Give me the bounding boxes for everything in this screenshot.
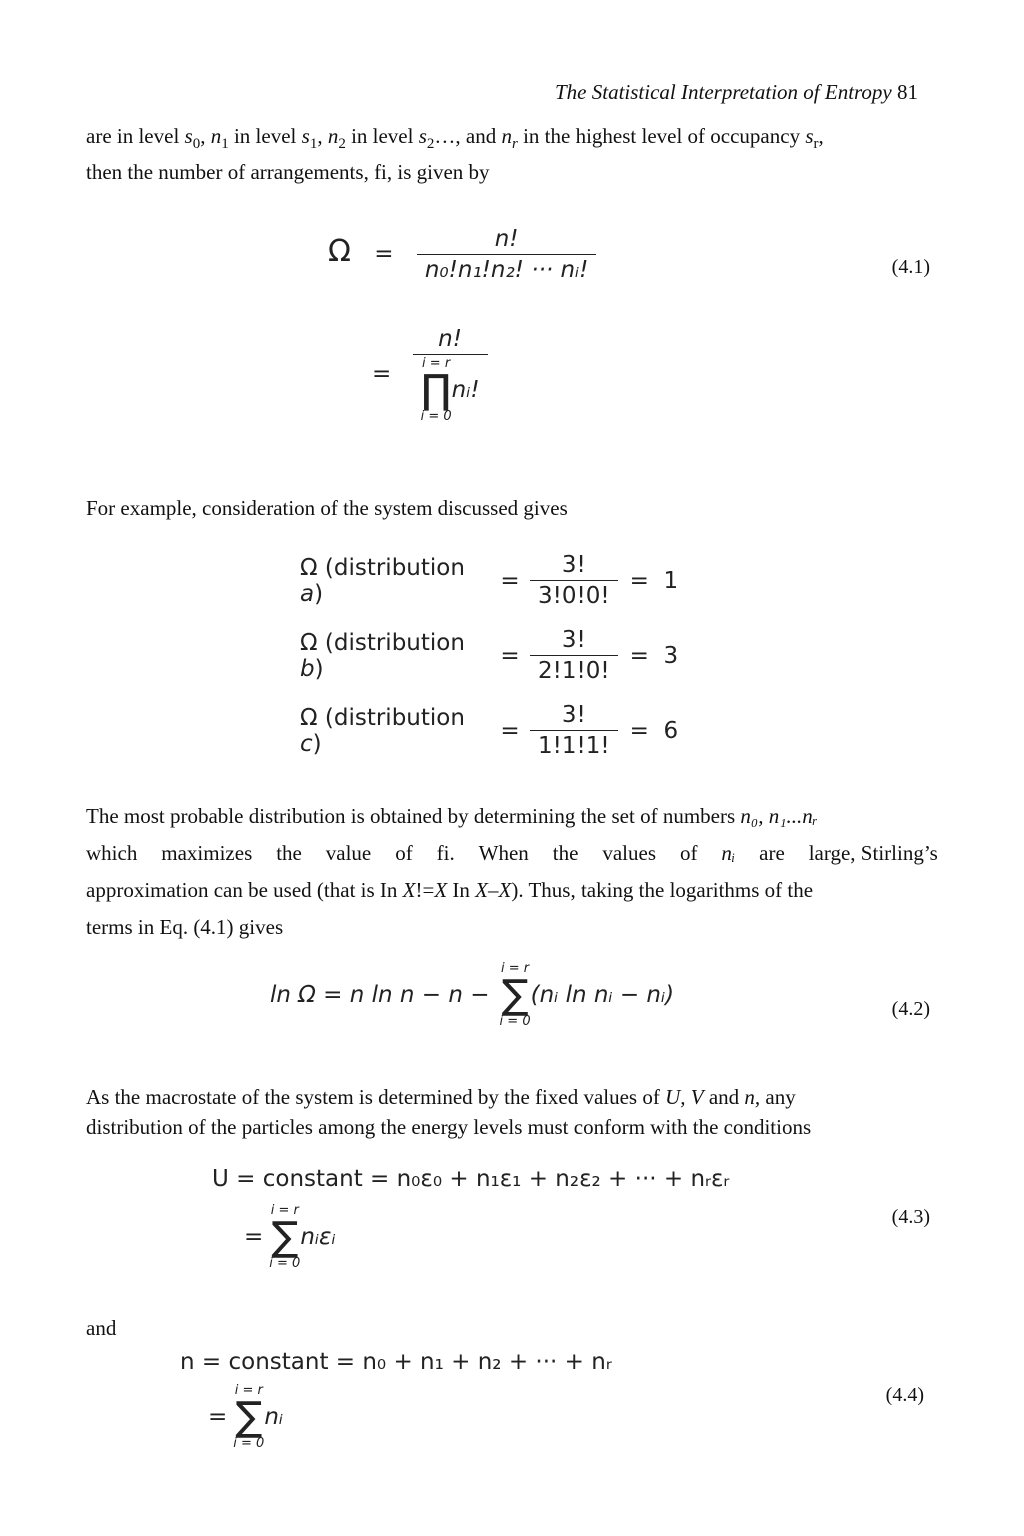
denominator: 2!1!0! [530, 655, 618, 684]
sum-term: nᵢεᵢ [300, 1224, 336, 1250]
result-value: 3 [663, 642, 679, 669]
text: in level [228, 124, 302, 148]
equals-sign: = [629, 717, 649, 744]
word: which [86, 841, 138, 865]
word: the [552, 841, 579, 865]
sum-term: (nᵢ ln nᵢ − nᵢ) [530, 982, 675, 1008]
word: the [276, 841, 302, 865]
lower-limit: i = 0 [269, 1256, 301, 1271]
numerator: 3! [561, 702, 586, 728]
sub: 0 [192, 136, 201, 153]
upper-limit: i = r [422, 356, 451, 371]
equation-4-1-line-1 [328, 226, 596, 283]
var: n, [744, 1085, 761, 1109]
distribution-label [300, 555, 490, 607]
sub: r [511, 136, 518, 153]
equation-4-1-line-2 [372, 326, 488, 423]
word: of [679, 841, 698, 865]
equals-sign: = [500, 567, 520, 594]
omega-symbol: Ω [328, 234, 351, 269]
denominator: 3!0!0! [530, 580, 618, 609]
product-operator [421, 357, 452, 423]
equals-sign: = [629, 642, 649, 669]
distribution-b-row [300, 627, 678, 684]
equals-sign: = [208, 1404, 228, 1430]
upper-limit: i = r [234, 1383, 263, 1398]
sub: 1 [221, 136, 229, 153]
sum-symbol: ∑ [235, 1394, 263, 1440]
numerator: 3! [561, 627, 586, 653]
lower-limit: i = 0 [233, 1436, 265, 1451]
text: , [317, 124, 328, 148]
label-letter: b [300, 655, 315, 682]
equation-4-3-line-1: U = constant = n₀ε₀ + n₁ε₁ + n₂ε₂ + ··· + nᵣεᵣ [212, 1166, 730, 1192]
result-value: 6 [663, 717, 679, 744]
equation-4-4-line-1: n = constant = n₀ + n₁ + n₂ + ··· + nᵣ [180, 1349, 612, 1375]
distribution-a-row [300, 552, 678, 609]
sum-symbol: ∑ [501, 972, 529, 1018]
text: , [200, 124, 211, 148]
text: in level [345, 124, 419, 148]
label-text: Ω (distribution [300, 704, 465, 731]
product-symbol: ∏ [420, 367, 452, 413]
var: X [434, 878, 448, 902]
paragraph-3-line-2 [86, 835, 938, 872]
denominator: 1!1!1! [530, 730, 618, 759]
equation-number-4-3: (4.3) [891, 1206, 930, 1228]
fraction [530, 627, 618, 684]
label-close: ) [314, 580, 324, 607]
equation-4-3-line-2 [244, 1204, 336, 1270]
product-term: nᵢ! [451, 377, 480, 403]
equals-sign: = [500, 642, 520, 669]
fraction [530, 552, 618, 609]
equation-4-2 [270, 962, 674, 1028]
word: fi. [436, 841, 455, 865]
equals-sign: = [372, 361, 392, 387]
word: large, Stirling’s [808, 841, 938, 865]
sum-symbol: ∑ [271, 1214, 299, 1260]
paragraph-4-line-2: distribution of the particles among the energy levels must conform with the conditions [86, 1115, 812, 1139]
denominator: n₀!n₁!n₂! ··· nᵢ! [417, 254, 597, 283]
upper-limit: i = r [270, 1203, 299, 1218]
word: values [602, 841, 656, 865]
fraction [413, 326, 488, 423]
text: In [447, 878, 476, 902]
sum-term: nᵢ [264, 1404, 284, 1430]
text: approximation can be used (that is In [86, 878, 403, 902]
var: s [301, 124, 310, 148]
sub: 1 [309, 136, 318, 153]
equals-sign: = [374, 241, 394, 267]
label-text: Ω (distribution [300, 629, 465, 656]
var: n [210, 124, 222, 148]
summation-operator [233, 1384, 264, 1450]
paragraph-3-line-3 [86, 872, 938, 909]
word: of [395, 841, 413, 865]
upper-limit: i = r [501, 961, 530, 976]
label-close: ) [312, 730, 322, 757]
var: X [402, 878, 416, 902]
var: n [327, 124, 339, 148]
result [618, 643, 679, 669]
text: The most probable distribution is obtained by determining the set of numbers [86, 804, 741, 828]
label-letter: a [300, 580, 315, 607]
paragraph-2: For example, consideration of the system discussed gives [86, 496, 568, 520]
text: ). Thus, taking the logarithms of the [511, 878, 814, 902]
running-header [555, 80, 918, 105]
paragraph-3 [86, 798, 938, 946]
var: n₀, n₁...nᵣ [740, 804, 818, 828]
label-text: Ω (distribution [300, 554, 465, 581]
text: are in level [86, 124, 185, 148]
word: When [478, 841, 529, 865]
var: X–X [475, 878, 512, 902]
equation-number-4-4: (4.4) [885, 1384, 924, 1406]
equation-4-4-line-2 [208, 1384, 283, 1450]
var: U, V [665, 1085, 704, 1109]
running-header-title: The Statistical Interpretation of Entropy [555, 80, 892, 104]
sub: 2 [338, 136, 346, 153]
equation-number-4-2: (4.2) [891, 998, 930, 1020]
text: and [703, 1085, 745, 1109]
equals-sign: = [500, 717, 520, 744]
paragraph-1 [86, 118, 938, 190]
var: s [418, 124, 427, 148]
word: value [325, 841, 372, 865]
distribution-label [300, 630, 490, 682]
numerator: 3! [561, 552, 586, 578]
sub: 2 [426, 136, 435, 153]
lower-limit: i = 0 [499, 1014, 531, 1029]
summation-operator [269, 1204, 300, 1270]
text: any [760, 1085, 796, 1109]
text: As the macrostate of the system is determined by the fixed values of [86, 1085, 666, 1109]
text: in the highest level of occupancy [517, 124, 806, 148]
result [618, 568, 679, 594]
numerator: n! [438, 326, 462, 352]
result [618, 718, 679, 744]
label-letter: c [300, 730, 313, 757]
equation-number-4-1: (4.1) [891, 256, 930, 278]
equals-sign: = [244, 1224, 264, 1250]
var: s [184, 124, 193, 148]
text: …, and [434, 124, 502, 148]
var: s [805, 124, 814, 148]
lower-limit: i = 0 [420, 409, 452, 424]
page-number: 81 [897, 80, 918, 104]
sub: r [813, 136, 819, 153]
paragraph-3-line-1 [86, 798, 938, 835]
paragraph-3-line-4: terms in Eq. (4.1) gives [86, 915, 284, 939]
fraction [417, 226, 597, 283]
text: != [415, 878, 435, 902]
numerator: n! [494, 226, 519, 252]
distribution-c-row [300, 702, 678, 759]
equals-sign: = [629, 567, 649, 594]
var: n [501, 124, 512, 148]
paragraph-4 [86, 1082, 938, 1142]
word: maximizes [161, 841, 253, 865]
denominator [413, 354, 488, 423]
paragraph-1-line-2: then the number of arrangements, fi, is given by [86, 160, 490, 184]
fraction [530, 702, 618, 759]
and-text: and [86, 1316, 117, 1340]
word: are [759, 841, 785, 865]
distribution-label [300, 705, 490, 757]
paragraph-1-line-1 [86, 118, 938, 154]
label-close: ) [314, 655, 324, 682]
word: nᵢ [721, 841, 736, 865]
paragraph-4-line-1 [86, 1082, 938, 1112]
lhs: ln Ω = n ln n − n − [270, 982, 490, 1008]
summation-operator [500, 962, 531, 1028]
text: , [818, 124, 824, 148]
result-value: 1 [663, 567, 679, 594]
